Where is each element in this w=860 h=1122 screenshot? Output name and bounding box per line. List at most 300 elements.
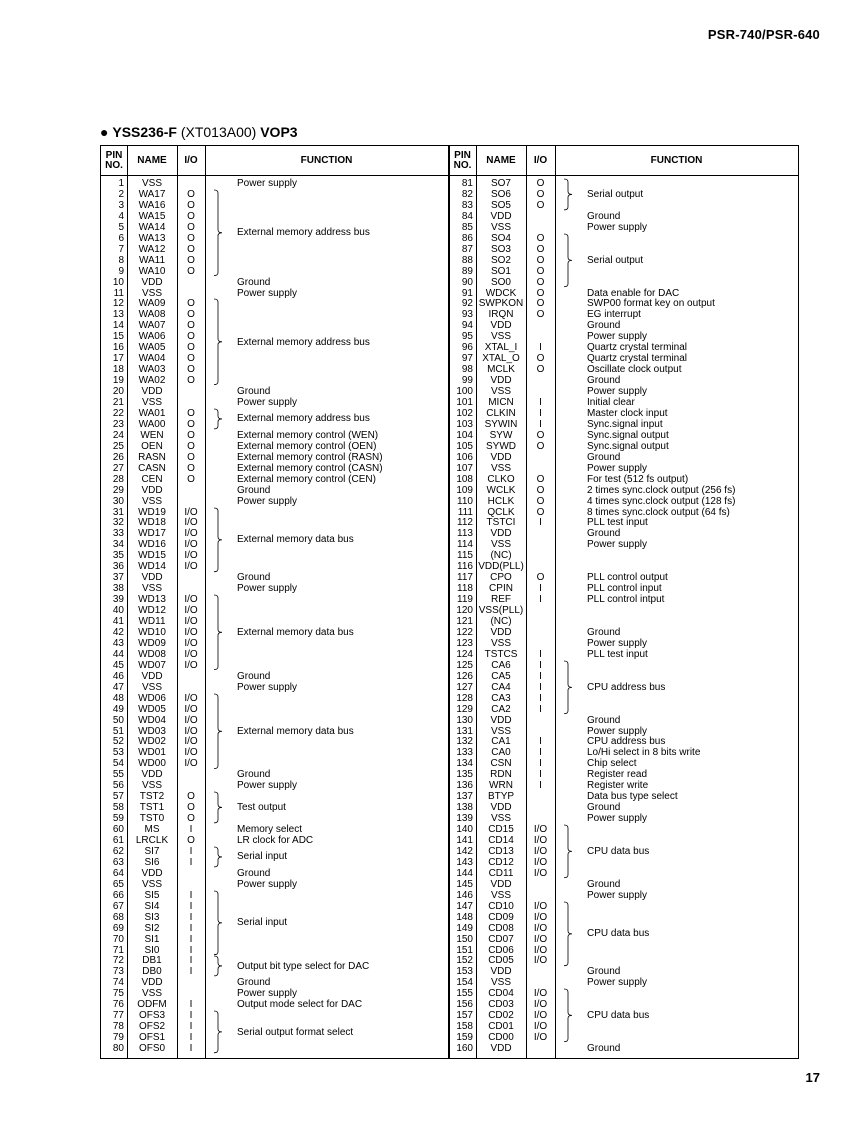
pin-io: I xyxy=(539,681,542,693)
pin-function: CPU address bus xyxy=(587,736,666,748)
pin-number: 49 xyxy=(112,703,124,715)
pin-io: I/O xyxy=(533,944,548,956)
pin-number: 132 xyxy=(456,736,473,748)
pin-io: I xyxy=(539,594,542,606)
header-name: NAME xyxy=(486,154,516,166)
pin-number: 43 xyxy=(112,637,124,649)
pin-number: 102 xyxy=(456,407,473,419)
pin-io: O xyxy=(187,802,195,814)
pin-number: 35 xyxy=(112,550,124,562)
pin-name: (NC) xyxy=(490,616,512,627)
pin-function: Power supply xyxy=(237,878,298,890)
pin-number: 11 xyxy=(113,287,124,299)
pin-io: I/O xyxy=(184,747,198,759)
pin-number: 110 xyxy=(457,495,473,507)
pin-number: 68 xyxy=(112,911,124,923)
pin-function: Power supply xyxy=(587,462,648,474)
pin-io: O xyxy=(536,298,545,310)
pin-name: SI2 xyxy=(144,922,160,934)
pin-io: I xyxy=(189,824,193,836)
pin-name: VSS xyxy=(141,178,162,189)
pin-function: Power supply xyxy=(237,780,298,792)
pin-number: 100 xyxy=(456,386,473,398)
brace-bracket xyxy=(564,661,574,714)
pin-number: 105 xyxy=(456,440,473,452)
pin-io: I xyxy=(189,900,193,912)
pin-number: 65 xyxy=(112,878,124,890)
pin-name: VSS xyxy=(490,386,511,398)
pin-name: REF xyxy=(491,594,511,606)
pin-name: OEN xyxy=(141,440,163,452)
pin-number: 152 xyxy=(456,955,473,967)
pin-number: 109 xyxy=(456,484,473,496)
pin-io: O xyxy=(187,254,195,266)
pin-function: Ground xyxy=(587,375,621,387)
pin-name: CD15 xyxy=(488,824,514,836)
pin-io: O xyxy=(187,473,195,485)
brace-bracket xyxy=(564,179,574,210)
pin-function: Power supply xyxy=(587,977,648,989)
pin-io: I/O xyxy=(533,999,548,1011)
pin-function: Power supply xyxy=(237,988,298,1000)
model-name: PSR-740/PSR-640 xyxy=(707,27,820,42)
pin-io: I/O xyxy=(184,517,198,529)
pin-number: 12 xyxy=(112,298,124,310)
pin-function: Oscillate clock output xyxy=(587,364,682,376)
pin-name: WA03 xyxy=(138,364,166,376)
pin-name: SO2 xyxy=(490,254,511,266)
pin-io: I xyxy=(189,955,193,967)
pin-function: Ground xyxy=(587,714,621,726)
pin-name: WD07 xyxy=(138,659,166,671)
pin-name: VSS xyxy=(490,462,511,474)
brace-bracket xyxy=(564,989,574,1042)
brace-bracket xyxy=(214,1011,224,1053)
pin-name: SI6 xyxy=(144,856,160,868)
pin-number: 143 xyxy=(456,856,473,868)
brace-bracket xyxy=(214,792,224,823)
pin-number: 98 xyxy=(461,364,473,376)
pin-name: CD07 xyxy=(488,933,514,945)
brace-bracket xyxy=(564,902,574,966)
pin-function: External memory control (WEN) xyxy=(237,429,379,441)
pin-number: 37 xyxy=(112,572,124,584)
pin-name: VDD xyxy=(141,276,163,288)
pin-name: WA07 xyxy=(138,320,166,332)
pin-name: CA4 xyxy=(491,681,511,693)
pin-io: I/O xyxy=(184,626,198,638)
pin-io: O xyxy=(187,440,195,452)
pin-io: O xyxy=(187,835,195,846)
pin-name: CD01 xyxy=(488,1021,514,1033)
pin-name: WD13 xyxy=(138,594,166,606)
pin-number: 107 xyxy=(456,462,473,474)
pin-name: WD02 xyxy=(138,736,166,748)
pin-number: 63 xyxy=(112,856,124,868)
pin-number: 3 xyxy=(118,199,124,211)
header-io: I/O xyxy=(533,154,548,166)
pin-function: Ground xyxy=(587,878,621,890)
pin-number: 76 xyxy=(112,999,124,1011)
pin-function: Ground xyxy=(237,572,271,584)
pin-name: WD01 xyxy=(138,747,166,759)
pin-function: External memory control (RASN) xyxy=(237,451,383,463)
pin-io: O xyxy=(536,178,545,189)
pin-function: 2 times sync.clock output (256 fs) xyxy=(587,484,736,496)
pin-number: 58 xyxy=(112,802,124,814)
pin-name: DB0 xyxy=(142,966,162,978)
pin-io: O xyxy=(187,353,195,365)
pin-number: 39 xyxy=(112,594,124,606)
pin-io: O xyxy=(187,199,195,211)
pin-name: WA00 xyxy=(138,418,166,430)
pin-number: 111 xyxy=(457,506,473,518)
pin-number: 46 xyxy=(112,670,124,682)
pin-number: 78 xyxy=(112,1021,124,1033)
pin-io: I xyxy=(189,845,193,857)
pin-number: 72 xyxy=(112,955,124,967)
pin-name: SYWIN xyxy=(484,418,518,430)
pin-number: 95 xyxy=(461,331,473,343)
pin-name: VSS xyxy=(490,977,511,989)
pin-number: 47 xyxy=(112,681,124,693)
pin-name: QCLK xyxy=(487,506,515,518)
pin-number: 70 xyxy=(112,933,124,945)
pin-name: VSS xyxy=(490,637,511,649)
pin-name: CD00 xyxy=(488,1032,514,1044)
pin-io: O xyxy=(187,342,195,354)
pin-name: RASN xyxy=(138,451,166,463)
pin-io: O xyxy=(187,320,195,332)
pin-name: WD08 xyxy=(138,648,166,660)
pin-number: 148 xyxy=(456,911,473,923)
pin-number: 1 xyxy=(118,178,124,189)
pin-function: Power supply xyxy=(587,637,648,649)
pin-io: O xyxy=(187,429,195,441)
header-rule xyxy=(101,175,798,176)
pin-number: 8 xyxy=(118,254,124,266)
pin-io: I/O xyxy=(533,1010,548,1022)
pin-number: 45 xyxy=(112,659,124,671)
pin-function: Power supply xyxy=(237,583,298,595)
pin-name: BTYP xyxy=(487,791,515,803)
pin-number: 15 xyxy=(112,331,124,343)
pin-io: I/O xyxy=(533,933,548,945)
pin-name: VSS xyxy=(141,878,162,890)
pin-number: 94 xyxy=(461,320,473,332)
pin-number: 157 xyxy=(456,1010,473,1022)
pin-io: O xyxy=(536,309,545,321)
pin-name: VDD xyxy=(490,375,512,387)
pin-name: CA1 xyxy=(491,736,511,748)
pin-name: WA05 xyxy=(138,342,166,354)
pin-name: VDD xyxy=(141,386,163,398)
pin-name: SO1 xyxy=(490,265,511,277)
pin-io: I xyxy=(189,966,193,978)
pin-function: Ground xyxy=(587,802,621,814)
pin-function: External memory address bus xyxy=(237,336,370,348)
pin-name: VDD xyxy=(141,867,163,879)
pin-name: VSS xyxy=(490,889,511,901)
pin-function: Chip select xyxy=(587,758,637,770)
pin-io: I/O xyxy=(533,988,548,1000)
pin-number: 138 xyxy=(456,802,473,814)
pin-name: SI0 xyxy=(144,944,160,956)
pin-io: O xyxy=(536,199,545,211)
pin-name: SYW xyxy=(489,429,513,441)
pin-number: 16 xyxy=(112,342,124,354)
pin-table xyxy=(100,145,799,1059)
brace-bracket xyxy=(214,595,224,670)
pin-number: 83 xyxy=(461,199,473,211)
col-divider xyxy=(205,146,206,1058)
pin-number: 81 xyxy=(461,178,473,189)
pin-function: Power supply xyxy=(237,178,298,189)
pin-number: 41 xyxy=(112,616,124,627)
brace-bracket xyxy=(564,825,574,878)
pin-io: O xyxy=(187,210,195,222)
pin-io: O xyxy=(187,309,195,321)
pin-name: CD10 xyxy=(488,900,514,912)
pin-function: Power supply xyxy=(587,331,648,343)
pin-io: O xyxy=(536,188,545,200)
pin-io: O xyxy=(187,451,195,463)
pin-io: O xyxy=(187,232,195,244)
header-function: FUNCTION xyxy=(300,154,353,166)
pin-function: Register write xyxy=(587,780,649,792)
pin-io: O xyxy=(536,287,545,299)
pin-function: Power supply xyxy=(237,397,298,408)
chip-function-name: VOP3 xyxy=(260,124,298,140)
pin-io: I/O xyxy=(184,605,198,617)
pin-number: 118 xyxy=(457,583,473,595)
pin-function: Ground xyxy=(237,276,271,288)
pin-name: VSS xyxy=(141,397,162,408)
pin-number: 80 xyxy=(112,1043,124,1055)
pin-number: 75 xyxy=(112,988,124,1000)
brace-bracket xyxy=(214,891,224,955)
pin-name: CA6 xyxy=(491,659,511,671)
pin-io: I xyxy=(189,1010,193,1022)
pin-name: VSS xyxy=(141,583,162,595)
brace-bracket xyxy=(214,956,224,976)
pin-name: SI7 xyxy=(144,845,160,857)
pin-function: PLL test input xyxy=(587,648,648,660)
pin-number: 147 xyxy=(456,900,473,912)
pin-io: I xyxy=(539,418,542,430)
pin-name: VSS xyxy=(141,495,162,507)
pin-number: 133 xyxy=(456,747,473,759)
pin-name: (NC) xyxy=(490,550,512,562)
pin-name: WD14 xyxy=(138,561,166,573)
pin-name: ODFM xyxy=(137,999,167,1011)
pin-function: Register read xyxy=(587,769,648,781)
pin-io: I xyxy=(189,1043,193,1055)
pin-function: Power supply xyxy=(237,287,298,299)
pin-function: LR clock for ADC xyxy=(237,835,314,846)
pin-function: Ground xyxy=(587,966,621,978)
pin-function: External memory data bus xyxy=(237,626,354,638)
pin-number: 126 xyxy=(456,670,473,682)
pin-io: O xyxy=(536,232,545,244)
pin-io: I xyxy=(189,922,193,934)
pin-number: 101 xyxy=(456,397,473,408)
pin-name: SO6 xyxy=(490,188,511,200)
pin-function: Ground xyxy=(587,528,621,540)
pin-function: Initial clear xyxy=(587,397,635,408)
pin-name: TSTCS xyxy=(484,648,518,660)
pin-number: 121 xyxy=(456,616,473,627)
pin-name: SO5 xyxy=(490,199,511,211)
pin-name: WA04 xyxy=(138,353,166,365)
pin-function: Power supply xyxy=(587,539,648,551)
pin-name: WD09 xyxy=(138,637,166,649)
pin-number: 38 xyxy=(112,583,124,595)
pin-name: WCLK xyxy=(486,484,516,496)
pin-io: O xyxy=(536,254,545,266)
pin-number: 119 xyxy=(457,594,473,606)
pin-io: O xyxy=(536,473,545,485)
pin-function: Output mode select for DAC xyxy=(237,999,363,1011)
pin-number: 160 xyxy=(456,1043,473,1055)
pin-number: 67 xyxy=(112,900,124,912)
pin-number: 127 xyxy=(456,681,473,693)
pin-number: 146 xyxy=(456,889,473,901)
pin-number: 30 xyxy=(112,495,124,507)
pin-function: CPU data bus xyxy=(587,845,650,857)
pin-name: WD05 xyxy=(138,703,166,715)
pin-number: 21 xyxy=(112,397,124,408)
pin-function: CPU address bus xyxy=(587,681,666,693)
pin-name: SI1 xyxy=(144,933,160,945)
pin-name: CD05 xyxy=(488,955,514,967)
pin-number: 50 xyxy=(112,714,124,726)
pin-name: SO3 xyxy=(490,243,511,255)
pin-number: 117 xyxy=(457,572,473,584)
pin-function: Data bus type select xyxy=(587,791,678,803)
pin-io: O xyxy=(536,265,545,277)
pin-name: SI4 xyxy=(144,900,160,912)
pin-io: O xyxy=(187,418,195,430)
pin-function: External memory address bus xyxy=(237,227,370,239)
pin-io: I/O xyxy=(184,736,198,748)
pin-number: 112 xyxy=(457,517,473,529)
pin-number: 136 xyxy=(456,780,473,792)
pin-io: I xyxy=(539,648,542,660)
pin-name: SO0 xyxy=(490,276,511,288)
brace-bracket xyxy=(214,847,224,867)
pin-name: VSS xyxy=(490,725,511,737)
pin-name: XTAL_I xyxy=(484,342,518,354)
pin-number: 154 xyxy=(456,977,473,989)
pin-name: VSS xyxy=(141,681,162,693)
pin-name: OFS0 xyxy=(138,1043,166,1055)
header-name: NAME xyxy=(137,154,167,166)
pin-number: 60 xyxy=(112,824,124,836)
pin-number: 134 xyxy=(456,758,473,770)
pin-name: VSS xyxy=(141,988,162,1000)
pin-number: 125 xyxy=(456,659,473,671)
pin-number: 137 xyxy=(456,791,473,803)
pin-function: Serial output format select xyxy=(237,1026,354,1038)
pin-name: WEN xyxy=(140,429,164,441)
pin-number: 24 xyxy=(112,429,124,441)
pin-io: I xyxy=(189,856,193,868)
pin-function: CPU data bus xyxy=(587,928,650,940)
pin-io: I xyxy=(539,736,542,748)
pin-function: Ground xyxy=(237,386,271,398)
pin-number: 116 xyxy=(457,561,473,573)
pin-name: MICN xyxy=(488,397,514,408)
pin-function: CPU data bus xyxy=(587,1010,650,1022)
pin-number: 87 xyxy=(461,243,473,255)
pin-number: 85 xyxy=(461,221,473,233)
pin-function: Ground xyxy=(237,670,271,682)
bullet: ● xyxy=(100,124,109,140)
pin-function: Output bit type select for DAC xyxy=(237,960,370,972)
pin-number: 7 xyxy=(118,243,124,255)
pin-function: Ground xyxy=(587,1043,621,1055)
pin-function: Power supply xyxy=(237,495,298,507)
pin-number: 40 xyxy=(112,605,124,617)
pin-io: I/O xyxy=(533,856,548,868)
pin-name: WD17 xyxy=(138,528,166,540)
pin-io: I xyxy=(539,397,542,408)
pin-number: 89 xyxy=(461,265,473,277)
pin-number: 55 xyxy=(112,769,124,781)
pin-io: O xyxy=(187,265,195,277)
pin-number: 123 xyxy=(456,637,473,649)
pin-name: WA11 xyxy=(138,254,166,266)
pin-number: 23 xyxy=(112,418,124,430)
pin-name: CLKIN xyxy=(486,407,516,419)
pin-name: WD12 xyxy=(138,605,166,617)
pin-io: O xyxy=(187,813,195,825)
pin-io: O xyxy=(536,243,545,255)
pin-io: I/O xyxy=(184,561,198,573)
pin-io: I/O xyxy=(184,758,198,770)
pin-number: 51 xyxy=(112,725,124,737)
pin-io: I/O xyxy=(184,550,198,562)
pin-name: VDD xyxy=(141,769,163,781)
pin-number: 25 xyxy=(112,440,124,452)
pin-name: VDD(PLL) xyxy=(478,561,524,573)
pin-number: 153 xyxy=(456,966,473,978)
pin-name: CD09 xyxy=(488,911,514,923)
pin-number: 28 xyxy=(112,473,124,485)
pin-name: CA0 xyxy=(491,747,511,759)
pin-io: I xyxy=(189,911,193,923)
pin-name: RDN xyxy=(490,769,512,781)
pin-io: O xyxy=(187,364,195,376)
pin-name: WD11 xyxy=(138,616,166,627)
pin-io: I xyxy=(189,933,193,945)
pin-number: 26 xyxy=(112,451,124,463)
pin-number: 124 xyxy=(456,648,473,660)
pin-number: 32 xyxy=(112,517,124,529)
pin-name: VDD xyxy=(490,210,512,222)
pin-number: 86 xyxy=(461,232,473,244)
pin-number: 159 xyxy=(456,1032,473,1044)
pin-number: 141 xyxy=(456,835,473,846)
pin-function: 4 times sync.clock output (128 fs) xyxy=(587,495,736,507)
pin-name: VDD xyxy=(490,626,512,638)
pin-name: VDD xyxy=(141,977,163,989)
pin-io: I/O xyxy=(533,845,548,857)
pin-io: I xyxy=(539,780,542,792)
pin-io: I xyxy=(539,407,542,419)
pin-function: Quartz crystal terminal xyxy=(587,353,688,365)
